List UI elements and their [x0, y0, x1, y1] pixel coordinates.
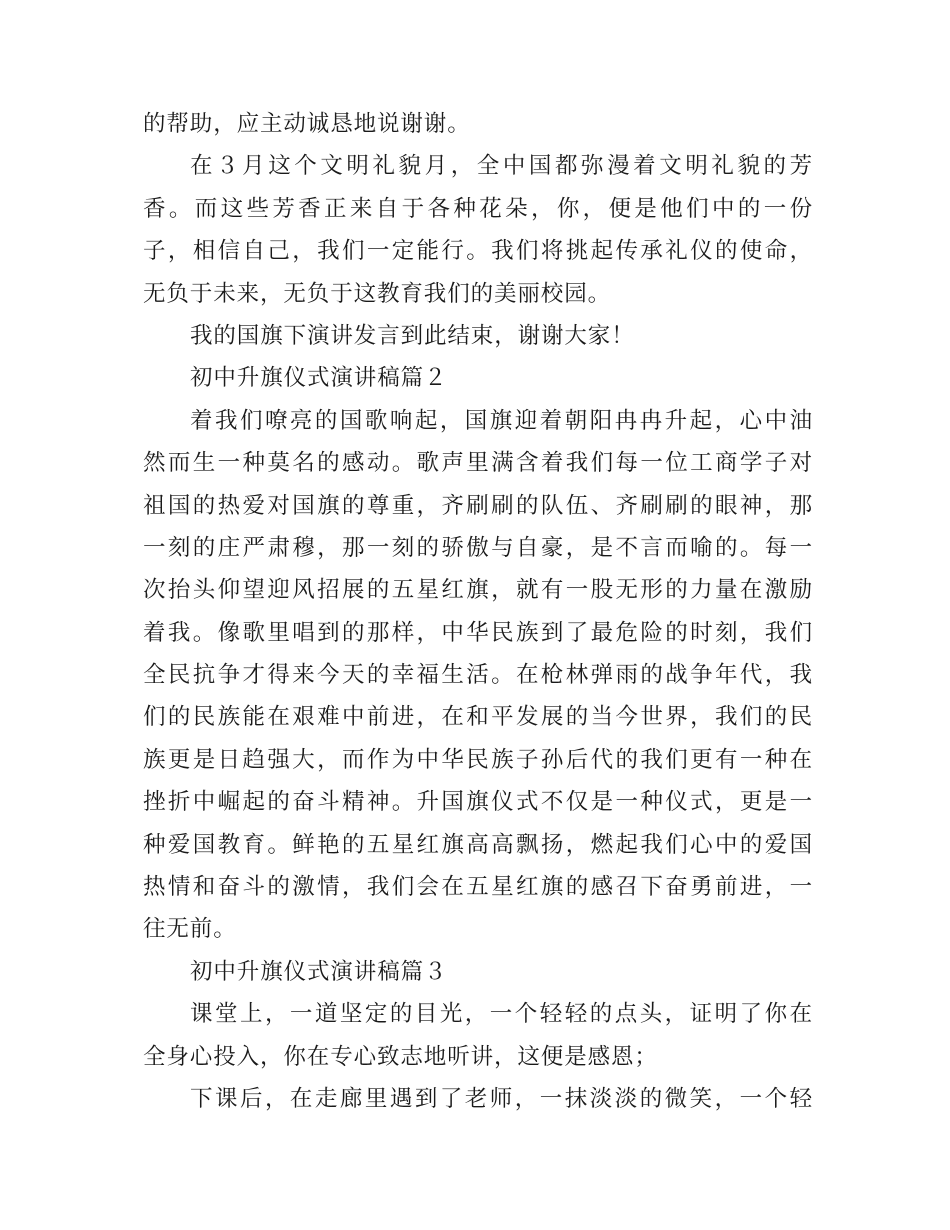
text-line: 然而生一种莫名的感动。歌声里满含着我们每一位工商学子对	[143, 450, 813, 477]
text-line: 次抬头仰望迎风招展的五星红旗，就有一股无形的力量在激励	[143, 577, 813, 604]
text-line: 全民抗争才得来今天的幸福生活。在枪林弹雨的战争年代，我	[143, 662, 813, 689]
section-heading: 初中升旗仪式演讲稿篇３	[190, 958, 448, 985]
text-line: 们的民族能在艰难中前进，在和平发展的当今世界，我们的民	[143, 704, 813, 731]
text-line: 种爱国教育。鲜艳的五星红旗高高飘扬，燃起我们心中的爱国	[143, 831, 813, 858]
text-line: 全身心投入，你在专心致志地听讲，这便是感恩；	[143, 1043, 658, 1070]
text-line: 挫折中崛起的奋斗精神。升国旗仪式不仅是一种仪式，更是一	[143, 789, 813, 816]
text-line: 我的国旗下演讲发言到此结束，谢谢大家！	[190, 322, 635, 349]
text-line: 香。而这些芳香正来自于各种花朵，你，便是他们中的一份	[143, 195, 813, 222]
section-heading: 初中升旗仪式演讲稿篇２	[190, 365, 448, 392]
text-line: 在３月这个文明礼貌月，全中国都弥漫着文明礼貌的芳	[190, 153, 813, 180]
document-body	[143, 103, 813, 1120]
text-line: 一刻的庄严肃穆，那一刻的骄傲与自豪，是不言而喻的。每一	[143, 534, 813, 561]
text-line: 着我们嘹亮的国歌响起，国旗迎着朝阳冉冉升起，心中油	[190, 407, 813, 434]
text-line: 族更是日趋强大，而作为中华民族子孙后代的我们更有一种在	[143, 746, 813, 773]
text-line: 课堂上，一道坚定的目光，一个轻轻的点头，证明了你在	[190, 1001, 813, 1028]
text-line: 祖国的热爱对国旗的尊重，齐刷刷的队伍、齐刷刷的眼神，那	[143, 492, 813, 519]
text-line: 热情和奋斗的激情，我们会在五星红旗的感召下奋勇前进，一	[143, 874, 813, 901]
text-line: 往无前。	[143, 916, 237, 943]
text-line: 无负于未来，无负于这教育我们的美丽校园。	[143, 280, 612, 307]
text-line: 子，相信自己，我们一定能行。我们将挑起传承礼仪的使命，	[143, 238, 813, 265]
text-line: 着我。像歌里唱到的那样，中华民族到了最危险的时刻，我们	[143, 619, 813, 646]
text-line: 下课后，在走廊里遇到了老师，一抹淡淡的微笑，一个轻	[190, 1085, 813, 1112]
text-line: 的帮助，应主动诚恳地说谢谢。	[143, 111, 471, 137]
